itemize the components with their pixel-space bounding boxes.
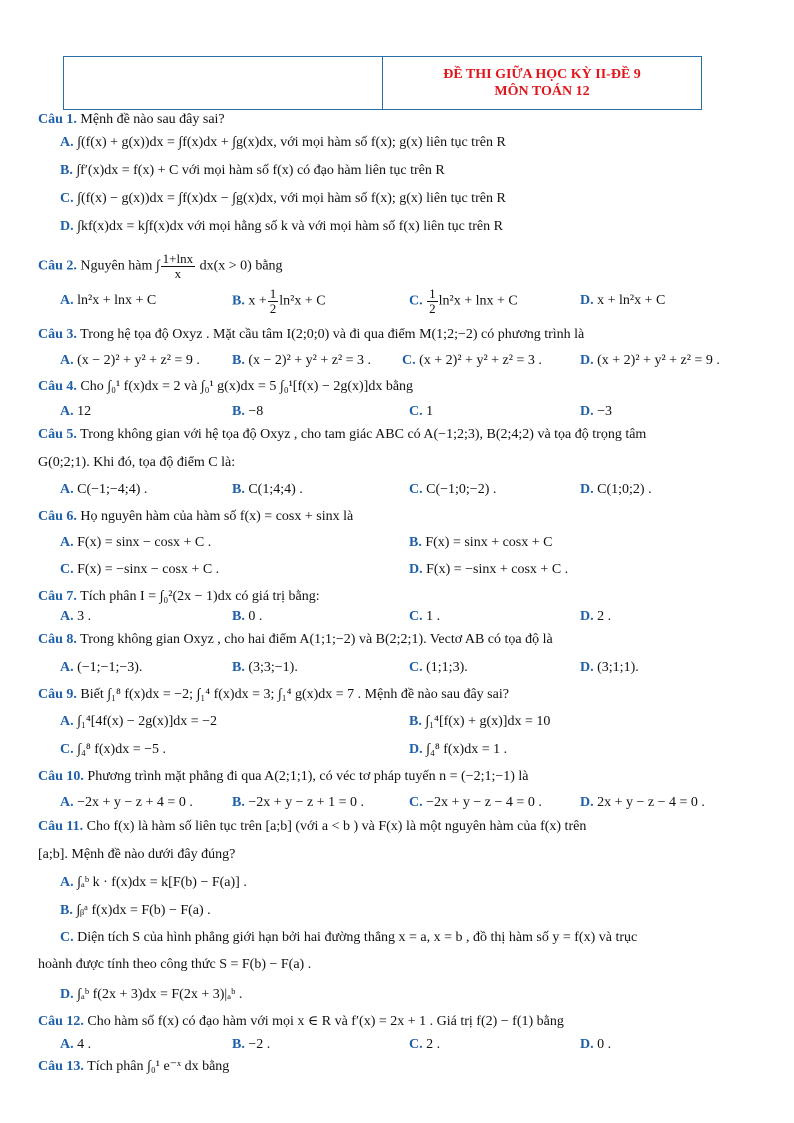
q7-option-b	[232, 608, 262, 626]
q12-option-a	[60, 1036, 91, 1054]
question-11-cont	[38, 846, 235, 864]
question-10	[38, 768, 529, 786]
q2-option-c	[409, 287, 518, 316]
q9-option-c	[60, 741, 166, 759]
q3-a-t: (x − 2)² + y² + z² = 9 .	[77, 353, 200, 368]
question-7	[38, 588, 320, 606]
q9-d: D.	[409, 742, 423, 757]
q8-d: D.	[580, 660, 594, 675]
q7-text: Tích phân I = ∫₀²(2x − 1)dx có giá trị bằng:	[80, 589, 320, 604]
q4-option-a	[60, 403, 91, 421]
q2-option-a	[60, 292, 156, 310]
q6-option-b	[409, 534, 552, 552]
q4-b-t: −8	[248, 404, 264, 419]
q5-a-t: C(−1;−4;4) .	[77, 482, 148, 497]
q8-label: Câu 8.	[38, 632, 77, 647]
q2-den: x	[174, 266, 182, 281]
q10-c: C.	[409, 795, 423, 810]
q10-option-a	[60, 794, 193, 812]
q3-d: D.	[580, 353, 594, 368]
q5-option-b	[232, 481, 303, 499]
question-2	[38, 252, 283, 281]
q6-option-a	[60, 534, 211, 552]
q11-a: A.	[60, 875, 74, 890]
q12-d-t: 0 .	[597, 1037, 612, 1052]
q2-post: dx(x > 0) bằng	[199, 258, 283, 274]
q4-a-t: 12	[77, 404, 92, 419]
q2-b-den: 2	[269, 301, 277, 316]
q4-a: A.	[60, 404, 74, 419]
q4-d: D.	[580, 404, 594, 419]
q9-d-t: ∫₄⁸ f(x)dx = 1 .	[426, 742, 508, 757]
q1-b: B.	[60, 163, 73, 178]
q1-a: A.	[60, 135, 74, 150]
q9-option-a	[60, 713, 217, 731]
q5-text: Trong không gian với hệ tọa độ Oxyz , cho tam giác ABC có A(−1;2;3), B(2;4;2) và tọa độ trọng tâm	[80, 427, 647, 442]
question-5	[38, 426, 646, 444]
q11-label: Câu 11.	[38, 819, 84, 834]
q9-b-t: ∫₁⁴[f(x) + g(x)]dx = 10	[425, 714, 551, 729]
q12-label: Câu 12.	[38, 1014, 84, 1029]
q3-b-t: (x − 2)² + y² + z² = 3 .	[248, 353, 372, 368]
q6-a-t: F(x) = sinx − cosx + C .	[77, 535, 212, 550]
q1-option-c	[60, 190, 506, 208]
q9-c: C.	[60, 742, 74, 757]
q12-option-b	[232, 1036, 270, 1054]
q3-d-t: (x + 2)² + y² + z² = 9 .	[597, 353, 720, 368]
q3-option-b	[232, 352, 371, 370]
q7-c-t: 1 .	[426, 609, 441, 624]
header-left-cell	[64, 57, 383, 109]
q11-b-t: ∫ᵦᵃ f(x)dx = F(b) − F(a) .	[76, 903, 211, 918]
q12-c: C.	[409, 1037, 423, 1052]
q3-option-a	[60, 352, 200, 370]
q2-option-d	[580, 292, 665, 310]
q2-num: 1+lnx	[162, 251, 194, 266]
q1-label: Câu 1.	[38, 112, 77, 127]
q8-b: B.	[232, 660, 245, 675]
q2-c-num: 1	[429, 286, 436, 301]
q10-text: Phương trình mặt phẳng đi qua A(2;1;1), có véc tơ pháp tuyến n = (−2;1;−1) là	[87, 769, 529, 784]
q10-d: D.	[580, 795, 594, 810]
q12-option-c	[409, 1036, 440, 1054]
q4-d-t: −3	[597, 404, 613, 419]
q7-option-c	[409, 608, 440, 626]
q8-option-c	[409, 659, 468, 677]
q8-option-b	[232, 659, 298, 677]
q10-label: Câu 10.	[38, 769, 84, 784]
q12-text: Cho hàm số f(x) có đạo hàm với mọi x ∈ R và f′(x) = 2x + 1 . Giá trị f(2) − f(1) bằng	[87, 1014, 564, 1029]
question-13	[38, 1058, 229, 1076]
fraction	[427, 287, 438, 316]
q11-option-d	[60, 986, 242, 1004]
q2-a-t: ln²x + lnx + C	[77, 293, 157, 308]
q11-c-t2: hoành được tính theo công thức S = F(b) − F(a) .	[38, 957, 312, 972]
q11-d-t: ∫ₐᵇ f(2x + 3)dx = F(2x + 3)|ₐᵇ .	[77, 987, 243, 1002]
q9-option-b	[409, 713, 550, 731]
q1-a-t: ∫(f(x) + g(x))dx = ∫f(x)dx + ∫g(x)dx, với mọi hàm số f(x); g(x) liên tục trên R	[77, 135, 506, 150]
q7-d: D.	[580, 609, 594, 624]
q10-option-c	[409, 794, 542, 812]
q12-c-t: 2 .	[426, 1037, 441, 1052]
q8-c: C.	[409, 660, 423, 675]
q5-option-a	[60, 481, 147, 499]
q8-option-a	[60, 659, 142, 677]
question-11	[38, 818, 586, 836]
q6-option-d	[409, 561, 568, 579]
q12-d: D.	[580, 1037, 594, 1052]
q13-label: Câu 13.	[38, 1059, 84, 1074]
q4-option-b	[232, 403, 263, 421]
q7-label: Câu 7.	[38, 589, 77, 604]
q3-c-t: (x + 2)² + y² + z² = 3 .	[419, 353, 542, 368]
q7-option-a	[60, 608, 91, 626]
q10-c-t: −2x + y − z − 4 = 0 .	[426, 795, 542, 810]
q11-text2: [a;b]. Mệnh đề nào dưới đây đúng?	[38, 847, 236, 862]
q3-option-d	[580, 352, 720, 370]
q7-a-t: 3 .	[77, 609, 92, 624]
q5-option-c	[409, 481, 496, 499]
q13-text: Tích phân ∫₀¹ e⁻ˣ dx bằng	[87, 1059, 230, 1074]
q9-text: Biết ∫₁⁸ f(x)dx = −2; ∫₁⁴ f(x)dx = 3; ∫₁⁴ g(x)dx = 7 . Mệnh đề nào sau đây sai?	[80, 687, 509, 702]
q5-label: Câu 5.	[38, 427, 77, 442]
q1-d: D.	[60, 219, 74, 234]
q11-option-b	[60, 902, 211, 920]
q6-option-c	[60, 561, 219, 579]
q2-d: D.	[580, 293, 594, 308]
q10-a: A.	[60, 795, 74, 810]
q4-c-t: 1	[426, 404, 434, 419]
q1-option-b	[60, 162, 445, 180]
q2-label: Câu 2.	[38, 258, 77, 274]
q11-option-a	[60, 874, 247, 892]
q9-option-d	[409, 741, 507, 759]
q11-c-t: Diện tích S của hình phẳng giới hạn bởi hai đường thẳng x = a, x = b , đồ thị hàm số y = f(x) và trục	[77, 930, 638, 945]
q11-option-c	[60, 929, 637, 947]
q6-label: Câu 6.	[38, 509, 77, 524]
q11-a-t: ∫ₐᵇ k · f(x)dx = k[F(b) − F(a)] .	[77, 875, 247, 890]
q5-option-d	[580, 481, 652, 499]
q11-d: D.	[60, 987, 74, 1002]
q12-option-d	[580, 1036, 611, 1054]
q2-c-den: 2	[429, 301, 436, 316]
q9-b: B.	[409, 714, 422, 729]
q9-a: A.	[60, 714, 74, 729]
question-6	[38, 508, 353, 526]
fraction	[268, 287, 279, 316]
q5-b: B.	[232, 482, 245, 497]
q8-c-t: (1;1;3).	[426, 660, 468, 675]
q4-text: Cho ∫₀¹ f(x)dx = 2 và ∫₀¹ g(x)dx = 5 ∫₀¹[f(x) − 2g(x)]dx bằng	[80, 379, 414, 394]
q11-option-c-cont	[38, 956, 311, 974]
q5-a: A.	[60, 482, 74, 497]
q8-a-t: (−1;−1;−3).	[77, 660, 143, 675]
q4-option-c	[409, 403, 433, 421]
q5-d-t: C(1;0;2) .	[597, 482, 652, 497]
q2-fraction	[161, 252, 195, 281]
q2-b-pre: x +	[248, 293, 267, 309]
q7-a: A.	[60, 609, 74, 624]
q5-text2: G(0;2;1). Khi đó, tọa độ điểm C là:	[38, 455, 236, 470]
q3-c: C.	[402, 353, 416, 368]
q12-a-t: 4 .	[77, 1037, 92, 1052]
question-1	[38, 111, 225, 129]
q2-option-b	[232, 287, 326, 316]
q2-c-post: ln²x + lnx + C	[438, 293, 518, 309]
q8-b-t: (3;3;−1).	[248, 660, 298, 675]
q1-option-d	[60, 218, 503, 236]
q6-a: A.	[60, 535, 74, 550]
q10-option-b	[232, 794, 364, 812]
q5-d: D.	[580, 482, 594, 497]
q6-d: D.	[409, 562, 423, 577]
q2-pre: Nguyên hàm ∫	[80, 258, 160, 274]
header-right-cell	[383, 57, 701, 109]
q4-option-d	[580, 403, 612, 421]
q4-label: Câu 4.	[38, 379, 77, 394]
question-5-cont	[38, 454, 235, 472]
q8-option-d	[580, 659, 639, 677]
q12-a: A.	[60, 1037, 74, 1052]
q2-c: C.	[409, 293, 423, 309]
q10-a-t: −2x + y − z + 4 = 0 .	[77, 795, 193, 810]
q2-b-post: ln²x + C	[279, 293, 326, 309]
q6-d-t: F(x) = −sinx + cosx + C .	[426, 562, 569, 577]
q1-c-t: ∫(f(x) − g(x))dx = ∫f(x)dx − ∫g(x)dx, với mọi hàm số f(x); g(x) liên tục trên R	[77, 191, 506, 206]
q7-b-t: 0 .	[248, 609, 263, 624]
q4-b: B.	[232, 404, 245, 419]
q7-c: C.	[409, 609, 423, 624]
q5-c-t: C(−1;0;−2) .	[426, 482, 497, 497]
q1-option-a	[60, 134, 506, 152]
header-table	[63, 56, 702, 110]
q6-c: C.	[60, 562, 74, 577]
q9-label: Câu 9.	[38, 687, 77, 702]
q1-text: Mệnh đề nào sau đây sai?	[80, 112, 225, 127]
q6-text: Họ nguyên hàm của hàm số f(x) = cosx + sinx là	[80, 509, 354, 524]
q6-b-t: F(x) = sinx + cosx + C	[425, 535, 553, 550]
q8-d-t: (3;1;1).	[597, 660, 639, 675]
question-4	[38, 378, 413, 396]
q2-b-num: 1	[269, 286, 277, 301]
q2-b: B.	[232, 293, 245, 309]
q12-b: B.	[232, 1037, 245, 1052]
q4-c: C.	[409, 404, 423, 419]
q11-b: B.	[60, 903, 73, 918]
exam-subject: MÔN TOÁN 12	[494, 84, 590, 99]
q2-d-t: x + ln²x + C	[597, 293, 666, 308]
q10-b: B.	[232, 795, 245, 810]
q8-text: Trong không gian Oxyz , cho hai điểm A(1;1;−2) và B(2;2;1). Vectơ AB có tọa độ là	[80, 632, 553, 647]
q3-label: Câu 3.	[38, 327, 77, 342]
q6-b: B.	[409, 535, 422, 550]
question-9	[38, 686, 509, 704]
q1-b-t: ∫f′(x)dx = f(x) + C với mọi hàm số f(x) có đạo hàm liên tục trên R	[76, 163, 445, 178]
q1-c: C.	[60, 191, 74, 206]
q11-text: Cho f(x) là hàm số liên tục trên [a;b] (với a < b ) và F(x) là một nguyên hàm của f(x) trên	[86, 819, 587, 834]
question-12	[38, 1013, 564, 1031]
exam-title: ĐỀ THI GIỮA HỌC KỲ II-ĐỀ 9	[443, 67, 641, 82]
q3-option-c	[402, 352, 542, 370]
q5-b-t: C(1;4;4) .	[248, 482, 303, 497]
q10-b-t: −2x + y − z + 1 = 0 .	[248, 795, 365, 810]
q7-b: B.	[232, 609, 245, 624]
q5-c: C.	[409, 482, 423, 497]
q9-c-t: ∫₄⁸ f(x)dx = −5 .	[77, 742, 166, 757]
q11-c: C.	[60, 930, 74, 945]
q6-c-t: F(x) = −sinx − cosx + C .	[77, 562, 220, 577]
q3-b: B.	[232, 353, 245, 368]
question-8	[38, 631, 553, 649]
q10-option-d	[580, 794, 705, 812]
q2-a: A.	[60, 293, 74, 308]
q10-d-t: 2x + y − z − 4 = 0 .	[597, 795, 705, 810]
q3-a: A.	[60, 353, 74, 368]
q3-text: Trong hệ tọa độ Oxyz . Mặt cầu tâm I(2;0;0) và đi qua điểm M(1;2;−2) có phương trình là	[80, 327, 585, 342]
q1-d-t: ∫kf(x)dx = k∫f(x)dx với mọi hằng số k và với mọi hàm số f(x) liên tục trên R	[77, 219, 503, 234]
q7-option-d	[580, 608, 611, 626]
question-3	[38, 326, 584, 344]
q8-a: A.	[60, 660, 74, 675]
q7-d-t: 2 .	[597, 609, 612, 624]
q12-b-t: −2 .	[248, 1037, 271, 1052]
q9-a-t: ∫₁⁴[4f(x) − 2g(x)]dx = −2	[77, 714, 218, 729]
